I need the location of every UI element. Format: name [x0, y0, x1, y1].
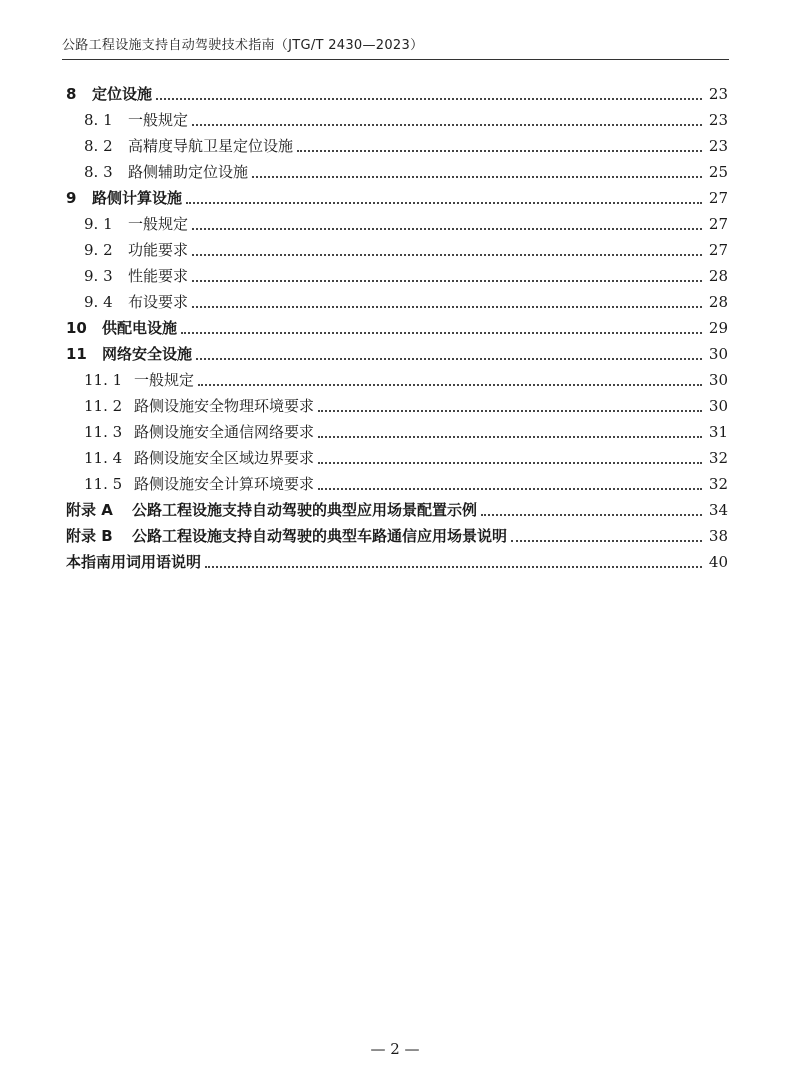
toc-entry-title: 公路工程设施支持自动驾驶的典型应用场景配置示例	[132, 501, 478, 519]
toc-entry-page: 23	[708, 137, 728, 155]
toc-dot-leader	[198, 383, 702, 386]
toc-entry-number: 8. 1	[84, 111, 113, 129]
toc-dot-leader	[318, 487, 702, 490]
toc-entry-title: 路侧设施安全计算环境要求	[134, 475, 315, 493]
toc-entry-title: 路侧设施安全物理环境要求	[134, 397, 315, 415]
toc-entry-title: 功能要求	[128, 241, 189, 259]
toc-dot-leader	[318, 461, 702, 464]
toc-entry-number: 附录 A	[66, 501, 113, 519]
toc-entry-number: 11. 1	[84, 371, 123, 389]
toc-entry-number: 9. 2	[84, 241, 113, 259]
toc-dot-leader	[186, 201, 702, 204]
header-rule	[62, 59, 729, 60]
toc-entry-page: 32	[708, 475, 728, 493]
toc-entry[interactable]	[66, 312, 728, 338]
toc-entry-page: 31	[708, 423, 728, 441]
toc-entry-page: 27	[708, 215, 728, 233]
toc-entry-page: 32	[708, 449, 728, 467]
toc-entry[interactable]	[84, 130, 728, 156]
toc-entry-page: 27	[708, 241, 728, 259]
toc-dot-leader	[196, 357, 702, 360]
toc-entry-number: 9. 1	[84, 215, 113, 233]
toc-entry-title: 路侧辅助定位设施	[128, 163, 249, 181]
toc-entry-title: 路侧计算设施	[92, 189, 183, 207]
toc-entry[interactable]	[84, 468, 728, 494]
toc-entry-number: 11	[66, 345, 87, 363]
toc-entry[interactable]	[84, 104, 728, 130]
toc-entry-title: 本指南用词用语说明	[66, 553, 202, 571]
toc-entry-title: 一般规定	[128, 111, 189, 129]
toc-dot-leader	[318, 435, 702, 438]
toc-entry-page: 23	[708, 85, 728, 103]
toc-entry-page: 30	[708, 397, 728, 415]
toc-entry-number: 8. 2	[84, 137, 113, 155]
toc-entry[interactable]	[84, 234, 728, 260]
toc-entry-number: 11. 3	[84, 423, 123, 441]
toc-entry-number: 9. 4	[84, 293, 113, 311]
page-number: — 2 —	[370, 1040, 420, 1058]
toc-dot-leader	[252, 175, 702, 178]
toc-entry[interactable]	[66, 546, 728, 572]
toc-entry[interactable]	[66, 494, 728, 520]
toc-entry[interactable]	[84, 364, 728, 390]
toc-dot-leader	[205, 565, 702, 568]
toc-entry[interactable]	[84, 208, 728, 234]
toc-entry-title: 网络安全设施	[102, 345, 193, 363]
toc-entry-title: 路侧设施安全通信网络要求	[134, 423, 315, 441]
toc-entry-number: 8. 3	[84, 163, 113, 181]
toc-entry-page: 23	[708, 111, 728, 129]
toc-entry[interactable]	[84, 286, 728, 312]
toc-entry-page: 34	[708, 501, 728, 519]
toc-entry[interactable]	[84, 156, 728, 182]
toc-entry-page: 30	[708, 345, 728, 363]
toc-entry-title: 供配电设施	[102, 319, 178, 337]
toc-entry[interactable]	[66, 182, 728, 208]
toc-entry-title: 性能要求	[128, 267, 189, 285]
toc-entry-number: 8	[66, 85, 77, 103]
toc-dot-leader	[318, 409, 702, 412]
toc-entry-number: 10	[66, 319, 87, 337]
toc-entry-title: 布设要求	[128, 293, 189, 311]
toc-dot-leader	[297, 149, 702, 152]
toc-dot-leader	[192, 279, 702, 282]
toc-entry-number: 11. 4	[84, 449, 123, 467]
toc-entry[interactable]	[84, 390, 728, 416]
toc-entry-title: 一般规定	[128, 215, 189, 233]
toc-dot-leader	[192, 227, 702, 230]
toc-dot-leader	[192, 253, 702, 256]
toc-dot-leader	[192, 305, 702, 308]
toc-entry-page: 29	[708, 319, 728, 337]
toc-entry-number: 附录 B	[66, 527, 113, 545]
toc-entry-number: 11. 5	[84, 475, 123, 493]
toc-entry-number: 9	[66, 189, 77, 207]
toc-entry-title: 公路工程设施支持自动驾驶的典型车路通信应用场景说明	[132, 527, 508, 545]
toc-entry[interactable]	[66, 520, 728, 546]
toc-entry[interactable]	[66, 78, 728, 104]
toc-dot-leader	[481, 513, 702, 516]
toc-entry-number: 9. 3	[84, 267, 113, 285]
toc-entry-page: 27	[708, 189, 728, 207]
toc-dot-leader	[192, 123, 702, 126]
toc-entry-title: 一般规定	[134, 371, 195, 389]
toc-entry-title: 路侧设施安全区域边界要求	[134, 449, 315, 467]
toc-dot-leader	[181, 331, 702, 334]
toc-entry-page: 28	[708, 293, 728, 311]
toc-entry[interactable]	[84, 442, 728, 468]
running-header: 公路工程设施支持自动驾驶技术指南（JTG/T 2430—2023）	[62, 38, 424, 53]
toc-entry-title: 定位设施	[92, 85, 153, 103]
toc-entry-page: 25	[708, 163, 728, 181]
toc-entry-page: 40	[708, 553, 728, 571]
toc-entry-page: 30	[708, 371, 728, 389]
toc-entry-title: 高精度导航卫星定位设施	[128, 137, 294, 155]
toc-dot-leader	[511, 539, 702, 542]
toc-entry[interactable]	[84, 416, 728, 442]
toc-dot-leader	[156, 97, 702, 100]
toc-entry-number: 11. 2	[84, 397, 123, 415]
toc-entry-page: 38	[708, 527, 728, 545]
toc-entry-page: 28	[708, 267, 728, 285]
toc-entry[interactable]	[66, 338, 728, 364]
toc-entry[interactable]	[84, 260, 728, 286]
